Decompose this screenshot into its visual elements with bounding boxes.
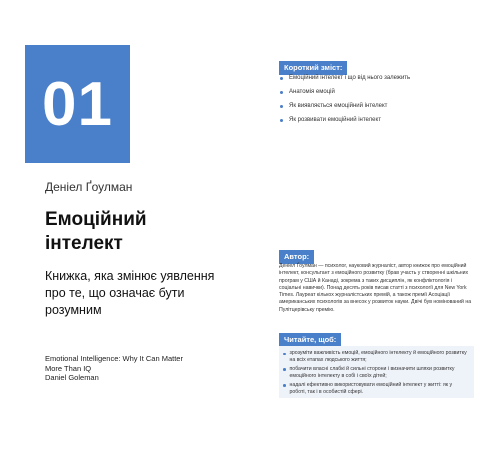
read-to-header: Читайте, щоб: [279, 333, 341, 347]
summary-item: Як виявляється емоційний інтелект [278, 102, 478, 116]
bullet-icon [283, 384, 286, 387]
chapter-number: 01 [42, 69, 113, 139]
read-to-list [279, 346, 474, 401]
summary-item: Емоційний інтелект і що від нього залежить [278, 74, 478, 88]
author-header: Автор: [279, 250, 314, 264]
original-title-line-1: Emotional Intelligence: Why It Can Matter [45, 354, 183, 363]
bullet-icon [280, 105, 283, 108]
read-to-box [279, 346, 474, 398]
original-author: Daniel Goleman [45, 373, 99, 382]
bullet-icon [283, 368, 286, 371]
bullet-icon [280, 91, 283, 94]
book-subtitle: Книжка, яка змінює уявлення про те, що означає бути розумним [45, 269, 215, 317]
summary-item: Як розвивати емоційний інтелект [278, 116, 478, 130]
chapter-number-block [25, 45, 130, 163]
bullet-icon [280, 77, 283, 80]
book-title: Емоційний інтелект [45, 209, 147, 254]
summary-header: Короткий зміст: [279, 61, 347, 75]
author-name: Деніел Ґоулман [45, 180, 133, 194]
read-to-item: побачити власні слабкі й сильні сторони і визначити шляхи розвитку емоційного інтелекту в собі і своїх дітей; [281, 366, 470, 381]
author-bio: Деніел Ґоулман — психолог, науковий журналіст, автор книжок про емоційний інтелект, консультант з емоційного розвитку (брав участь у створенні шкільних програм у США й Канаді, зокрема з таких дисциплін, як конфліктологія і соціальні навички). Понад десять років писав статті з психології для New York Times. Лауреат кількох журналістських премій, а також премії Асоціації американських психологів за внесок у розвиток науки. Двічі був номінований на Пулітцерівську премію. [279, 263, 472, 313]
bullet-icon [280, 119, 283, 122]
original-title-line-2: More Than IQ [45, 363, 92, 373]
bullet-icon [283, 353, 286, 356]
summary-item: Анатомія емоцій [278, 88, 478, 102]
read-to-item: зрозуміти важливість емоцій, емоційного інтелекту й емоційного розвитку на всіх етапах людського життя; [281, 350, 470, 365]
original-title-block [45, 354, 245, 383]
read-to-item: надалі ефективно використовувати емоційний інтелект у житті: як у роботі, так і в особистій сфері. [281, 382, 470, 397]
summary-list [278, 74, 478, 130]
